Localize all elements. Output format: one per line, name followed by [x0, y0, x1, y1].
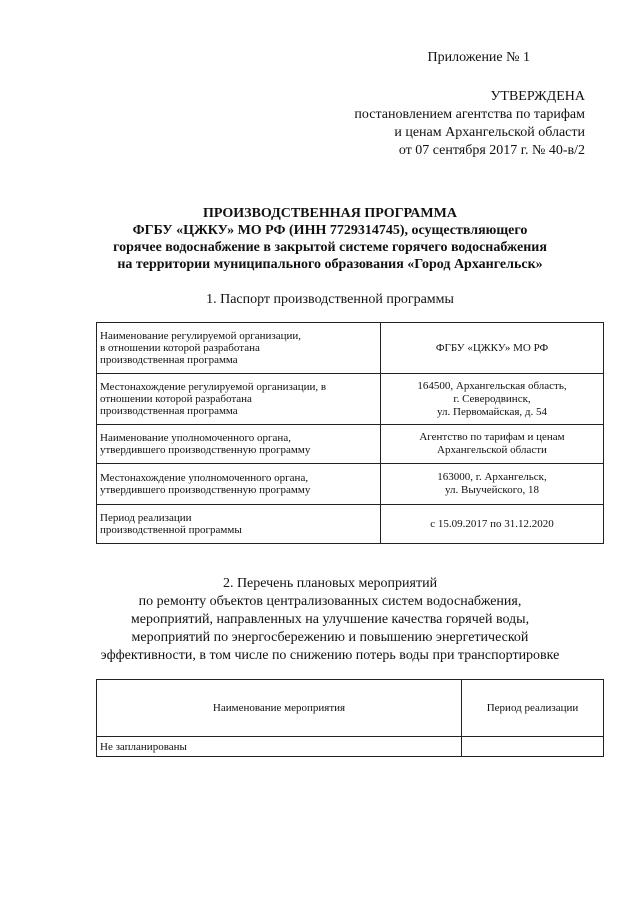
- table-row: [97, 374, 604, 425]
- cell-line: отношении которой разработана: [100, 393, 252, 405]
- cell-line: 164500, Архангельская область,: [417, 379, 567, 392]
- heading-line: мероприятий по энергосбережению и повышению энергетической: [131, 630, 529, 645]
- cell-line: производственная программа: [100, 354, 238, 366]
- approved-heading: УТВЕРЖДЕНА: [490, 89, 585, 104]
- passport-label-cell: [97, 464, 381, 505]
- cell-line: в отношении которой разработана: [100, 342, 260, 354]
- passport-label-cell: [97, 505, 381, 544]
- table-header-row: [97, 680, 604, 737]
- cell-line: Наименование уполномоченного органа,: [100, 432, 291, 444]
- cell-line: Наименование регулируемой организации,: [100, 330, 302, 342]
- table-row: [97, 464, 604, 505]
- cell-line: ФГБУ «ЦЖКУ» МО РФ: [435, 341, 549, 354]
- cell-line: утвердившего производственную программу: [100, 444, 311, 456]
- passport-label-cell: [97, 323, 381, 374]
- approval-block: [285, 88, 585, 160]
- passport-value-cell: [381, 323, 604, 374]
- heading-line: по ремонту объектов централизованных систем водоснабжения,: [138, 594, 522, 609]
- passport-table: [96, 322, 604, 544]
- cell-line: Архангельской области: [437, 444, 547, 456]
- cell-line: 163000, г. Архангельск,: [437, 471, 547, 483]
- passport-value-cell: [381, 505, 604, 544]
- heading-line: 2. Перечень плановых мероприятий: [222, 576, 438, 591]
- document-title: [60, 205, 600, 273]
- column-header-name: Наименование мероприятия: [97, 680, 462, 737]
- cell-line: производственной программы: [100, 524, 242, 536]
- cell-line: с 15.09.2017 по 31.12.2020: [430, 517, 554, 530]
- cell-line: ул. Выучейского, 18: [445, 484, 539, 496]
- title-line: ФГБУ «ЦЖКУ» МО РФ (ИНН 7729314745), осуществляющего: [132, 223, 528, 238]
- cell-line: производственная программа: [100, 405, 238, 417]
- measure-period-cell: [462, 737, 604, 757]
- measure-name-cell: Не запланированы: [97, 737, 462, 757]
- cell-line: утвердившего производственную программу: [100, 484, 311, 496]
- cell-line: Период реализации: [100, 512, 192, 524]
- cell-line: Агентство по тарифам и ценам: [419, 431, 565, 443]
- passport-label-cell: [97, 374, 381, 425]
- appendix-label: Приложение № 1: [427, 50, 530, 65]
- table-row: [97, 323, 604, 374]
- passport-label-cell: [97, 425, 381, 464]
- approval-line: от 07 сентября 2017 г. № 40-в/2: [398, 143, 585, 158]
- table-row: [97, 505, 604, 544]
- cell-line: Местонахождение регулируемой организации, в: [100, 381, 327, 393]
- passport-value-cell: [381, 464, 604, 505]
- title-line: ПРОИЗВОДСТВЕННАЯ ПРОГРАММА: [203, 206, 457, 221]
- column-header-period: Период реализации: [462, 680, 604, 737]
- measures-table: [96, 679, 604, 757]
- section2-heading: [60, 575, 600, 665]
- cell-line: г. Северодвинск,: [453, 392, 531, 405]
- heading-line: мероприятий, направленных на улучшение качества горячей воды,: [130, 612, 530, 627]
- heading-line: эффективности, в том числе по снижению потерь воды при транспортировке: [100, 648, 560, 663]
- table-row: [97, 737, 604, 757]
- cell-line: ул. Первомайская, д. 54: [437, 405, 547, 418]
- table-row: [97, 425, 604, 464]
- section1-heading: 1. Паспорт производственной программы: [206, 292, 454, 307]
- title-line: на территории муниципального образования «Город Архангельск»: [117, 257, 543, 272]
- passport-value-cell: [381, 425, 604, 464]
- cell-line: Местонахождение уполномоченного органа,: [100, 472, 309, 484]
- title-line: горячее водоснабжение в закрытой системе горячего водоснабжения: [113, 240, 547, 255]
- passport-value-cell: [381, 374, 604, 425]
- approval-line: постановлением агентства по тарифам: [354, 107, 585, 122]
- approval-line: и ценам Архангельской области: [394, 125, 585, 140]
